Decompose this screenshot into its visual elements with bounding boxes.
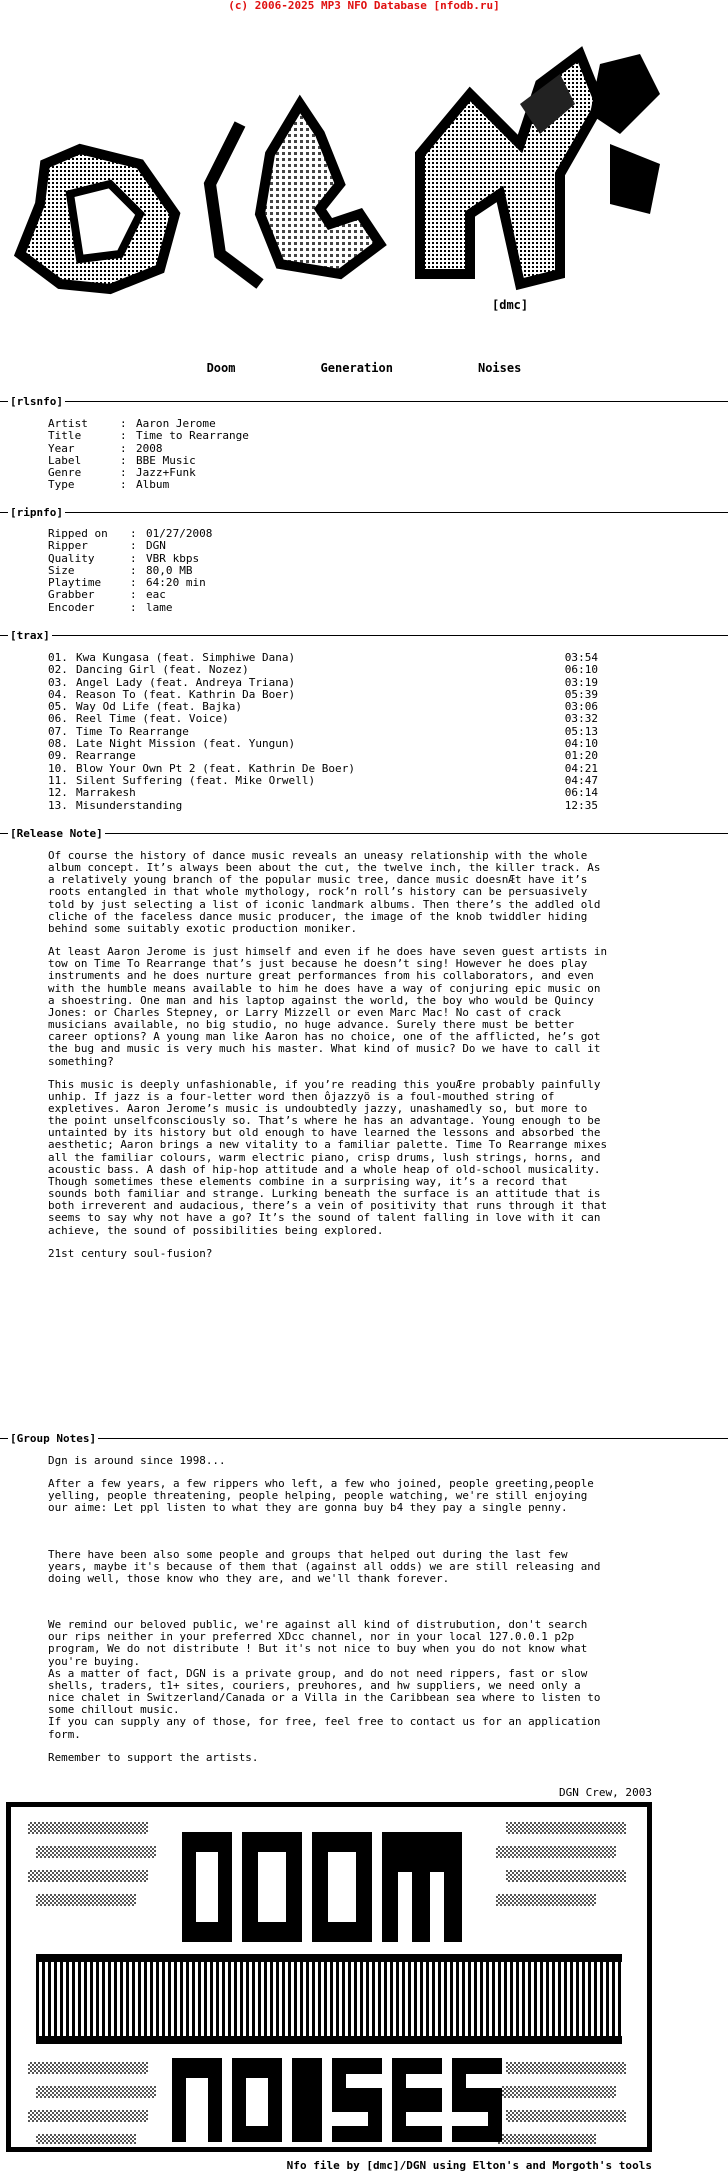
info-separator: : (130, 551, 137, 565)
info-value: 01/27/2008 (146, 527, 213, 540)
info-separator: : (120, 466, 127, 480)
track-duration: 03:54 (564, 651, 598, 664)
info-row (48, 589, 212, 601)
info-key: Title (48, 429, 82, 443)
track-row (48, 664, 598, 676)
info-row (48, 430, 249, 442)
release-note-paragraph: Of course the history of dance music reveals an uneasy relationship with the whole album concept. It’s always been about the cut, the twelve inch, the killer track. As a relatively young branch of the popular music tree, dance music doesnÆt have it’s roots entangled in that whole mythology, rock’n roll’s history can be persuasively told by just selecting a list of iconic landmark albums. Then there’s the addled old cliche of the faceless dance music producer, the image of the knob twiddler hiding behind some suitably exotic production moniker. (48, 849, 601, 935)
info-value: VBR kbps (146, 551, 200, 565)
group-notes-paragraph: After a few years, a few rippers who left, a few who joined, people greeting,people yelling, people threatening, people helping, people watching, we're still enjoying our aime: Let ppl listen to what they are gonna buy b4 they pay a single penny. (48, 1477, 594, 1515)
track-title: Silent Suffering (feat. Mike Orwell) (76, 773, 316, 787)
info-value: BBE Music (136, 453, 196, 467)
nfodb-credit: (c) 2006-2025 MP3 NFO Database [nfodb.ru] (228, 0, 500, 12)
info-value: 2008 (136, 441, 163, 455)
info-value: DGN (146, 539, 166, 553)
info-separator: : (130, 563, 137, 577)
track-number: 06. (48, 712, 68, 726)
info-key: Grabber (48, 588, 95, 602)
info-key: Year (48, 441, 75, 455)
word-doom (182, 1832, 462, 1942)
section-header-ripnfo (0, 506, 728, 520)
info-separator: : (120, 429, 127, 443)
info-row (48, 540, 212, 552)
track-number: 02. (48, 663, 68, 677)
info-value: Album (136, 478, 170, 492)
track-title: Dancing Girl (feat. Nozez) (76, 663, 249, 677)
track-duration: 03:19 (564, 675, 598, 689)
info-separator: : (120, 417, 127, 430)
word-generation (36, 1954, 622, 2044)
track-duration: 03:06 (564, 700, 598, 714)
info-value: Jazz+Funk (136, 466, 196, 480)
section-label: [Group Notes] (10, 1432, 97, 1445)
track-title: Blow Your Own Pt 2 (feat. Kathrin De Boer) (76, 761, 355, 775)
track-number: 07. (48, 724, 68, 738)
section-header-release-note (0, 827, 728, 841)
rip-info (48, 528, 212, 614)
info-value: Time to Rearrange (136, 429, 249, 443)
track-title: Time To Rearrange (76, 724, 189, 738)
section-header-trax (0, 629, 728, 643)
track-duration: 06:14 (564, 786, 598, 800)
track-duration: 05:39 (564, 687, 598, 701)
group-notes-paragraph (48, 1596, 608, 1608)
info-key: Genre (48, 466, 82, 480)
tracklist (48, 652, 598, 812)
info-separator: : (120, 478, 127, 492)
group-notes-paragraph (48, 1526, 608, 1538)
info-row (48, 602, 212, 614)
track-number: 13. (48, 798, 68, 812)
track-number: 09. (48, 749, 68, 763)
section-label: [rlsnfo] (10, 395, 63, 408)
track-duration: 05:13 (564, 724, 598, 738)
info-value: 64:20 min (146, 576, 206, 590)
track-title: Rearrange (76, 749, 136, 763)
info-key: Type (48, 478, 75, 492)
group-notes-paragraph: Remember to support the artists. (48, 1750, 259, 1764)
track-number: 10. (48, 761, 68, 775)
logo-letter-n (420, 54, 600, 284)
info-key: Ripped on (48, 527, 108, 540)
track-duration: 12:35 (564, 798, 598, 812)
track-title: Late Night Mission (feat. Yungun) (76, 737, 296, 751)
track-title: Reel Time (feat. Voice) (76, 712, 229, 726)
group-notes-paragraph: There have been also some people and groups that helped out during the last few years, maybe it's because of them that (against all odds) we are still releasing and doing well, those know who they are, and we'll thank forever. (48, 1547, 601, 1585)
info-key: Quality (48, 551, 95, 565)
track-number: 04. (48, 687, 68, 701)
section-header-rlsnfo (0, 395, 728, 409)
info-separator: : (130, 527, 137, 540)
section-label: [Release Note] (10, 827, 103, 840)
track-number: 11. (48, 773, 68, 787)
track-number: 08. (48, 737, 68, 751)
release-note-paragraph: At least Aaron Jerome is just himself and even if he does have seven guest artists in tow on Time To Rearrange that’s just because he doesn’t sing! However he does play instruments and he does nurture great performances from his collaborators, and even with the humble means available to him he does have a way of conjuring epic music on a shoestring. One man and his laptop against the world, the boy who would be Quincy Jones: or Charles Stepney, or Larry Mizzell or even Marc Mac! No cast of crack musicians available, no big studio, no huge advance. Surely there must be better career options? A young man like Aaron has no choice, one of the afflicted, he’s got the bug and music is very much his master. What kind of music? Do we have to call it something? (48, 945, 608, 1068)
dgn-logo-art (0, 14, 728, 314)
info-value: lame (146, 600, 173, 614)
release-note-body (48, 850, 608, 1271)
info-key: Artist (48, 417, 88, 430)
track-duration: 04:47 (564, 773, 598, 787)
track-duration: 03:32 (564, 712, 598, 726)
track-title: Marrakesh (76, 786, 136, 800)
group-name: Doom Generation Noises (206, 361, 522, 375)
release-info (48, 418, 249, 492)
word-noises (172, 2058, 502, 2142)
track-title: Way Od Life (feat. Bajka) (76, 700, 243, 714)
group-notes-paragraph: Dgn is around since 1998... (48, 1454, 226, 1467)
track-title: Reason To (feat. Kathrin Da Boer) (76, 687, 296, 701)
info-separator: : (120, 441, 127, 455)
info-value: 80,0 MB (146, 563, 193, 577)
track-row (48, 800, 598, 812)
track-title: Angel Lady (feat. Andreya Triana) (76, 675, 296, 689)
track-number: 01. (48, 651, 68, 664)
track-number: 12. (48, 786, 68, 800)
track-title: Misunderstanding (76, 798, 183, 812)
info-value: eac (146, 588, 166, 602)
section-label: [trax] (10, 629, 50, 642)
logo-letter-d (20, 149, 175, 289)
track-duration: 04:10 (564, 737, 598, 751)
track-duration: 01:20 (564, 749, 598, 763)
release-note-paragraph: This music is deeply unfashionable, if you’re reading this youÆre probably painfully unhip. If jazz is a four-letter word then ôjazzyö is a foul-mouthed string of expletives. Aaron Jerome’s music is undoubtedly jazzy, unashamedly so, but more to the point unselfconsciously so. That’s where he has an advantage. Young enough to be untainted by its history but old enough to have learned the lessons and absorbed the aesthetic; Aaron brings a new vitality to a familiar palette. Time To Rearrange mixes all the familiar colours, warm electric piano, crisp drums, lush strings, horns, and acoustic bass. A dash of hip-hop attitude and a whole heap of old-school musicality. Though sometimes these elements combine in a surprising way, it’s a record that sounds both familiar and strange. Lurking beneath the surface is an attitude that is both irreverent and audacious, there’s a vein of positivity that runs through it that seems to say why not have a go? It’s the sound of talent falling in love with it can achieve, the sound of possibilities being explored. (48, 1077, 608, 1237)
info-key: Size (48, 563, 75, 577)
doom-generation-noises-art (6, 1802, 652, 2152)
track-number: 03. (48, 675, 68, 689)
crew-signature: DGN Crew, 2003 (559, 1786, 652, 1799)
track-title: Kwa Kungasa (feat. Simphiwe Dana) (76, 651, 296, 664)
info-value: Aaron Jerome (136, 417, 216, 430)
track-duration: 04:21 (564, 761, 598, 775)
info-key: Playtime (48, 576, 102, 590)
section-header-group-notes (0, 1432, 728, 1446)
group-notes-body (48, 1455, 608, 1775)
info-separator: : (120, 453, 127, 467)
section-label: [ripnfo] (10, 506, 63, 519)
info-key: Label (48, 453, 82, 467)
info-row (48, 479, 249, 491)
track-row (48, 750, 598, 762)
info-separator: : (130, 588, 137, 602)
release-note-paragraph: 21st century soul-fusion? (48, 1246, 213, 1260)
group-notes-paragraph: We remind our beloved public, we're against all kind of distrubution, don't search our rips neither in your preferred XDcc channel, nor in your local 127.0.0.1 p2p program, We do not distribute ! But it's not nice to buy when you do not know what you're buying. As a matter of fact, DGN is a private group, and do not need rippers, fast or slow shells, traders, t1+ sites, couriers, preυhores, and hw suppliers, we need only a nice chalet in Switzerland/Canada or a Villa in the Caribbean sea where to listen to some chillout music. If you can supply any of those, for free, feel free to contact us for an application form. (48, 1618, 601, 1741)
info-separator: : (130, 600, 137, 614)
info-key: Encoder (48, 600, 95, 614)
info-separator: : (130, 539, 137, 553)
logo-letter-g (210, 104, 380, 284)
track-number: 05. (48, 700, 68, 714)
logo-signature: [dmc] (492, 298, 529, 312)
track-row (48, 713, 598, 725)
track-row (48, 787, 598, 799)
info-key: Ripper (48, 539, 88, 553)
nfo-footer: Nfo file by [dmc]/DGN using Elton's and Morgoth's tools (286, 2159, 652, 2172)
track-duration: 06:10 (564, 663, 598, 677)
info-separator: : (130, 576, 137, 590)
